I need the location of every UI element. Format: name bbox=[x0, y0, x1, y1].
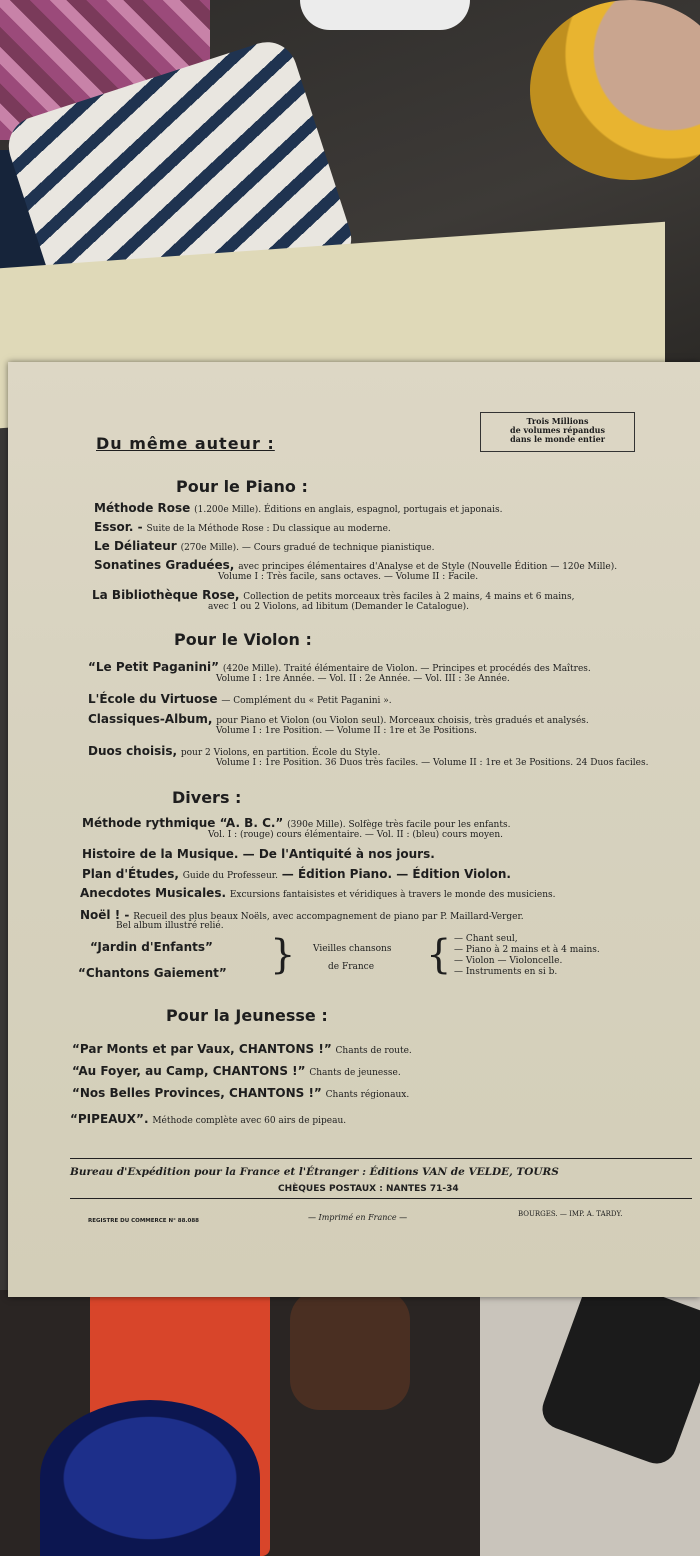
list-item bbox=[88, 744, 380, 758]
songs-right: — Chant seul, bbox=[454, 934, 518, 944]
item-desc: pour Piano et Violon (ou Violon seul). Morceaux choisis, très gradués et analysés. bbox=[216, 716, 589, 726]
item-desc: Chants de jeunesse. bbox=[309, 1068, 401, 1078]
list-item bbox=[82, 816, 510, 830]
item-name: “Nos Belles Provinces, CHANTONS !” bbox=[72, 1086, 322, 1100]
item-sub: Volume I : 1re Position. 36 Duos très faciles. — Volume II : 1re et 3e Positions. 24 Duos faciles. bbox=[216, 758, 649, 768]
songs-mid: Vieilles chansons bbox=[313, 944, 392, 954]
item-desc: Recueil des plus beaux Noëls, avec accompagnement de piano par P. Maillard-Verger. bbox=[133, 912, 524, 922]
tool-handle bbox=[290, 1290, 410, 1410]
list-item bbox=[82, 867, 511, 881]
footer-rule bbox=[70, 1198, 692, 1199]
list-item bbox=[94, 501, 502, 515]
list-item: Histoire de la Musique. — De l'Antiquité à nos jours. bbox=[82, 847, 435, 861]
list-item bbox=[94, 520, 391, 534]
white-can bbox=[300, 0, 470, 30]
right-brace: { bbox=[426, 932, 452, 978]
section-title-violon: Pour le Violon : bbox=[174, 630, 312, 649]
list-item bbox=[80, 908, 524, 922]
list-item bbox=[72, 1042, 412, 1056]
blue-lid bbox=[40, 1400, 260, 1556]
item-desc: (270e Mille). — Cours gradué de technique pianistique. bbox=[180, 543, 435, 553]
item-name: Anecdotes Musicales. bbox=[80, 886, 227, 900]
songs-right: — Piano à 2 mains et à 4 mains. bbox=[454, 945, 600, 955]
item-name: L'École du Virtuose bbox=[88, 692, 218, 706]
item-sub: Vol. I : (rouge) cours élémentaire. — Vol. II : (bleu) cours moyen. bbox=[208, 830, 504, 840]
list-item bbox=[88, 660, 591, 674]
item-desc: (420e Mille). Traité élémentaire de Violon. — Principes et procédés des Maîtres. bbox=[222, 664, 591, 674]
list-item bbox=[80, 886, 556, 900]
list-item bbox=[72, 1086, 409, 1100]
item-desc: Excursions fantaisistes et véridiques à travers le monde des musiciens. bbox=[229, 890, 556, 900]
item-name: “PIPEAUX”. bbox=[70, 1112, 149, 1126]
song-title: “Chantons Gaiement” bbox=[78, 966, 227, 980]
item-desc: Méthode complète avec 60 airs de pipeau. bbox=[152, 1116, 347, 1126]
item-name: Duos choisis, bbox=[88, 744, 178, 758]
list-item bbox=[92, 588, 574, 602]
songs-right: — Violon — Violoncelle. bbox=[454, 956, 563, 966]
song-title: “Jardin d'Enfants” bbox=[90, 940, 213, 954]
item-name: Essor. - bbox=[94, 520, 143, 534]
stamp-line: de volumes répandus bbox=[510, 425, 605, 435]
item-name: Sonatines Graduées, bbox=[94, 558, 235, 572]
item-sub: Volume I : 1re Position. — Volume II : 1re et 3e Positions. bbox=[216, 726, 477, 736]
item-desc: Collection de petits morceaux très faciles à 2 mains, 4 mains et 6 mains, bbox=[243, 592, 575, 602]
list-item bbox=[72, 1064, 401, 1078]
item-desc: — Complément du « Petit Paganini ». bbox=[221, 696, 392, 706]
songs-right: — Instruments en si b. bbox=[454, 967, 558, 977]
document bbox=[8, 362, 700, 1297]
item-name: Méthode Rose bbox=[94, 501, 191, 515]
item-name: Noël ! - bbox=[80, 908, 130, 922]
item-name: Méthode rythmique “A. B. C.” bbox=[82, 816, 284, 830]
page-heading: Du même auteur : bbox=[96, 434, 275, 453]
footer-imprime: — Imprimé en France — bbox=[308, 1213, 408, 1222]
list-item bbox=[88, 712, 589, 726]
list-item bbox=[88, 692, 392, 706]
item-desc: (390e Mille). Solfège très facile pour les enfants. bbox=[287, 820, 511, 830]
item-name: “Au Foyer, au Camp, CHANTONS !” bbox=[72, 1064, 306, 1078]
footer-imp: BOURGES. — IMP. A. TARDY. bbox=[518, 1210, 623, 1218]
stamp-line: Trois Millions bbox=[526, 416, 589, 426]
item-desc: pour 2 Violons, en partition. École du Style. bbox=[180, 748, 381, 758]
item-desc: Chants régionaux. bbox=[325, 1090, 410, 1100]
footer-bureau: Bureau d'Expédition pour la France et l'Étranger : Éditions VAN de VELDE, TOURS bbox=[70, 1166, 559, 1178]
section-title-jeunesse: Pour la Jeunesse : bbox=[166, 1006, 328, 1025]
footer-cheques: CHÈQUES POSTAUX : NANTES 71-34 bbox=[278, 1184, 459, 1194]
item-sub: Volume I : 1re Année. — Vol. II : 2e Année. — Vol. III : 3e Année. bbox=[216, 674, 510, 684]
item-name: “Le Petit Paganini” bbox=[88, 660, 220, 674]
item-desc: avec principes élémentaires d'Analyse et de Style (Nouvelle Édition — 120e Mille). bbox=[238, 562, 618, 572]
item-name: “Par Monts et par Vaux, CHANTONS !” bbox=[72, 1042, 332, 1056]
list-item bbox=[94, 539, 434, 553]
item-desc: (1.200e Mille). Éditions en anglais, espagnol, portugais et japonais. bbox=[194, 505, 503, 515]
item-desc: Guide du Professeur. bbox=[182, 871, 278, 881]
section-title-piano: Pour le Piano : bbox=[176, 477, 308, 496]
list-item bbox=[94, 558, 617, 572]
footer-registre: REGISTRE DU COMMERCE N° 88.088 bbox=[88, 1218, 199, 1224]
stamp-box bbox=[480, 412, 635, 452]
section-title-divers: Divers : bbox=[172, 788, 242, 807]
item-name: Plan d'Études, bbox=[82, 867, 179, 881]
songs-mid: de France bbox=[328, 962, 375, 972]
item-sub: Bel album illustré relié. bbox=[116, 921, 224, 931]
item-extra: — Édition Piano. — Édition Violon. bbox=[281, 867, 511, 881]
item-desc: Chants de route. bbox=[335, 1046, 412, 1056]
footer-rule bbox=[70, 1158, 692, 1159]
stamp-line: dans le monde entier bbox=[510, 434, 605, 444]
item-desc: Suite de la Méthode Rose : Du classique au moderne. bbox=[146, 524, 391, 534]
item-sub: avec 1 ou 2 Violons, ad libitum (Demander le Catalogue). bbox=[208, 602, 470, 612]
list-item bbox=[70, 1112, 346, 1126]
item-sub: Volume I : Très facile, sans octaves. — Volume II : Facile. bbox=[218, 572, 479, 582]
left-brace: } bbox=[270, 932, 296, 978]
item-name: Classiques-Album, bbox=[88, 712, 213, 726]
item-name: Le Déliateur bbox=[94, 539, 177, 553]
item-name: La Bibliothèque Rose, bbox=[92, 588, 240, 602]
